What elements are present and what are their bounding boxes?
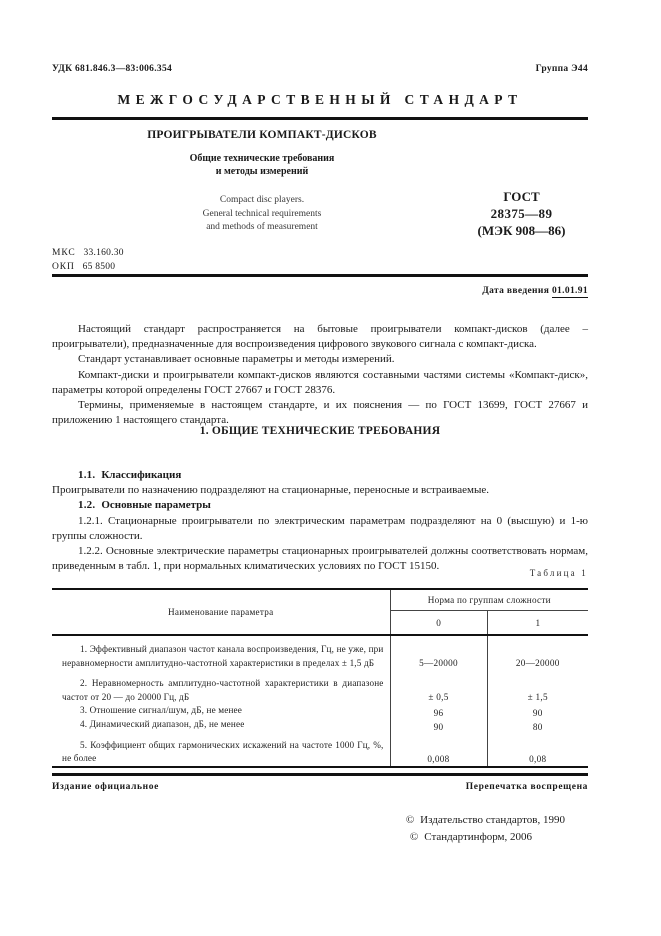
document-title: ПРОИГРЫВАТЕЛИ КОМПАКТ-ДИСКОВ [147, 129, 377, 141]
standard-banner: МЕЖГОСУДАРСТВЕННЫЙ СТАНДАРТ [117, 92, 523, 107]
table-row [52, 718, 588, 732]
row-4-value-group-1: 80 [487, 718, 588, 732]
header-meta-row [52, 64, 588, 74]
clause-1-1-title: Классификация [101, 469, 182, 481]
row-1-parameter-text: 1. Эффективный диапазон частот канала воспроизведения, Гц, не уже, при неравномерности амплитудно-частотной характеристики в пределах ± 1,5 дБ [62, 644, 384, 668]
row-1-value-group-0: 5—20000 [390, 635, 487, 670]
clause-1-1-heading [52, 468, 588, 483]
mks-value: 33.160.30 [83, 248, 124, 258]
paragraph-scope: Настоящий стандарт распространяется на бытовые проигрыватели компакт-дисков (далее – проигрыватели), предназначенные для воспроизведения цифрового звукового сигнала с компакт-диска. [52, 323, 588, 351]
section-1-heading: 1. ОБЩИЕ ТЕХНИЧЕСКИЕ ТРЕБОВАНИЯ [199, 425, 441, 437]
spec-table-body [52, 635, 588, 767]
gost-iec-equivalent: (МЭК 908—86) [477, 223, 566, 238]
gost-designation [455, 188, 588, 239]
table-row [52, 635, 588, 670]
document-title-english [52, 194, 472, 235]
scope-paragraphs [52, 322, 588, 428]
table-row [52, 670, 588, 704]
english-line-2: General technical requirements [202, 208, 322, 219]
row-1-parameter [52, 635, 390, 670]
paragraph-system: Компакт-диски и проигрыватели компакт-дисков являются составными частями системы «Компакт-диск», параметры которой определены ГОСТ 27667 и ГОСТ 28376. [52, 368, 588, 396]
mks-label: МКС [52, 248, 76, 258]
rule-top [52, 117, 588, 120]
subtitle-line-2: и методы измерений [215, 166, 309, 177]
gost-label: ГОСТ [503, 189, 540, 204]
introduction-date-label: Дата введения [482, 286, 550, 296]
copyright-publisher-1: Издательство стандартов, 1990 [420, 814, 565, 826]
row-3-parameter-text: 3. Отношение сигнал/шум, дБ, не менее [80, 705, 242, 716]
clause-1-2-title: Основные параметры [101, 499, 211, 512]
row-5-value-group-1: 0,08 [487, 732, 588, 767]
row-3-value-group-0: 96 [390, 704, 487, 718]
row-2-value-group-1: ± 1,5 [487, 670, 588, 704]
copyright-block [52, 812, 588, 846]
header-norm-by-group: Норма по группам сложности [390, 589, 588, 611]
clause-1-2-heading [52, 498, 588, 513]
spec-table-wrapper [52, 588, 588, 768]
spec-table-head [52, 589, 588, 635]
row-2-value-group-0: ± 0,5 [390, 670, 487, 704]
classification-codes [52, 247, 124, 274]
row-2-parameter-text: 2. Неравномерность амплитудно-частотной характеристики в диапазоне частот от 20 — до 20000 Гц, дБ [62, 678, 384, 702]
row-4-value-group-0: 90 [390, 718, 487, 732]
document-subtitle [52, 152, 472, 178]
copyright-line-1 [52, 812, 588, 829]
row-4-parameter-text: 4. Динамический диапазон, дБ, не менее [80, 718, 245, 729]
clause-1-2-2-text: 1.2.2. Основные электрические параметры стационарных проигрывателей должны соответствовать нормам, приведенным в табл. 1, при нормальных климатических условиях по ГОСТ 15150. [52, 545, 588, 573]
copyright-mark-2: © [409, 831, 419, 843]
clause-1-1-text: Проигрыватели по назначению подразделяют на стационарные, переносные и встраиваемые. [52, 484, 489, 497]
footer-reprint-prohibited: Перепечатка воспрещена [465, 782, 588, 792]
table-caption: Таблица 1 [529, 568, 588, 578]
clause-1-1-number: 1.1. [78, 469, 96, 481]
okp-code-line [52, 261, 124, 275]
subtitle-line-1: Общие технические требования [189, 153, 335, 164]
copyright-line-2 [52, 829, 588, 846]
row-5-parameter-text: 5. Коэффициент общих гармонических искажений на частоте 1000 Гц, %, не более [62, 739, 384, 764]
okp-label: ОКП [52, 261, 75, 272]
row-3-value-group-1: 90 [487, 704, 588, 718]
clause-1-2-1-text: 1.2.1. Стационарные проигрыватели по электрическим параметрам подразделяют на 0 (высшую) и 1-ю группы сложности. [52, 514, 588, 542]
copyright-mark-1: © [405, 814, 415, 826]
group-code: Группа Э44 [535, 64, 588, 74]
paragraph-terms: Термины, применяемые в настоящем стандарте, и их пояснения — по ГОСТ 13699, ГОСТ 27667 и приложению 1 настоящего стандарта. [52, 399, 588, 427]
english-line-3: and methods of measurement [206, 222, 318, 232]
row-2-parameter [52, 670, 390, 704]
copyright-publisher-2: Стандартинформ, 2006 [424, 831, 532, 843]
table-row [52, 732, 588, 767]
clause-1-2-number: 1.2. [78, 499, 96, 512]
okp-value: 65 8500 [82, 261, 116, 272]
row-5-value-group-0: 0,008 [390, 732, 487, 767]
gost-number: 28375—89 [490, 206, 553, 221]
header-group-1: 1 [487, 611, 588, 635]
paragraph-establishes: Стандарт устанавливает основные параметры и методы измерений. [78, 353, 395, 366]
spec-table [52, 588, 588, 768]
rule-middle [52, 274, 588, 277]
header-group-0: 0 [390, 611, 487, 635]
row-5-parameter [52, 732, 390, 767]
rule-bottom [52, 773, 588, 776]
footer-official-edition: Издание официальное [52, 782, 159, 792]
udk-code: УДК 681.846.3—83:006.354 [52, 64, 173, 74]
row-4-parameter [52, 718, 390, 732]
row-1-value-group-1: 20—20000 [487, 635, 588, 670]
introduction-date [482, 286, 588, 296]
english-line-1: Compact disc players. [219, 195, 305, 205]
table-row [52, 704, 588, 718]
mks-code-line [52, 247, 124, 261]
row-3-parameter [52, 704, 390, 718]
table-header-row-1 [52, 589, 588, 611]
clause-list [52, 468, 588, 574]
introduction-date-value: 01.01.91 [551, 286, 588, 296]
footer-row [52, 782, 588, 792]
header-parameter-name: Наименование параметра [52, 589, 390, 635]
